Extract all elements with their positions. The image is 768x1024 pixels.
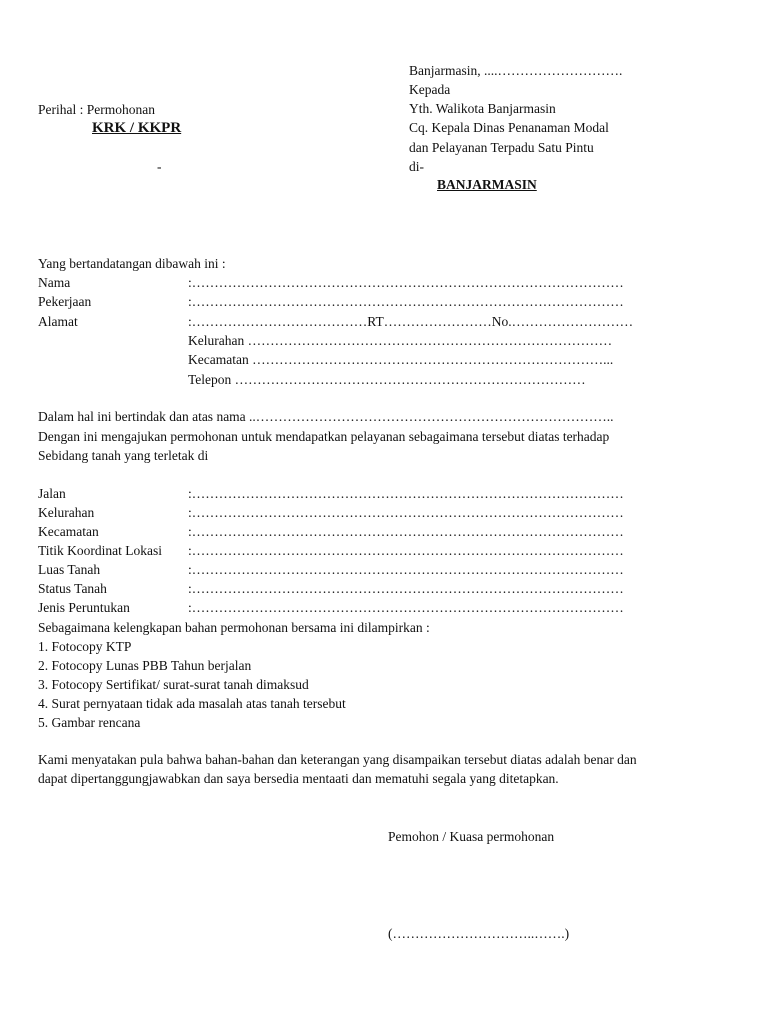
land-value-kelurahan: :…………………………………………………………………………………… <box>188 505 624 520</box>
kepada-label: Kepada <box>409 82 451 97</box>
address-kecamatan: Kecamatan ……………………………………………………………………... <box>188 352 614 367</box>
place-date: Banjarmasin, ....………………………. <box>409 63 623 78</box>
field-value-nama: :…………………………………………………………………………………… <box>188 275 624 290</box>
land-value-jalan: :…………………………………………………………………………………… <box>188 486 624 501</box>
land-value-koordinat: :…………………………………………………………………………………… <box>188 543 624 558</box>
land-value-kecamatan: :…………………………………………………………………………………… <box>188 524 624 539</box>
statement-line: dapat dipertanggungjawabkan dan saya bersedia mentaati dan mematuhi segala yang ditetapkan. <box>38 771 559 786</box>
land-label-status: Status Tanah <box>38 581 107 596</box>
addressee-line: di- <box>409 159 424 174</box>
field-value-alamat: :…………………………………RT……………………No.……………………… <box>188 314 634 329</box>
address-telepon: Telepon …………………………………………………………………… <box>188 372 586 387</box>
field-label-nama: Nama <box>38 275 71 290</box>
land-label-kelurahan: Kelurahan <box>38 505 95 520</box>
field-value-pekerjaan: :…………………………………………………………………………………… <box>188 294 624 309</box>
addressee-line: dan Pelayanan Terpadu Satu Pintu <box>409 140 594 155</box>
perihal-title: KRK / KKPR <box>92 120 182 136</box>
acting-line: Dalam hal ini bertindak dan atas nama ..…………………………………………………………………….. <box>38 409 614 424</box>
land-label-kecamatan: Kecamatan <box>38 524 99 539</box>
addressee-line: Cq. Kepala Dinas Penanaman Modal <box>409 120 609 135</box>
field-label-pekerjaan: Pekerjaan <box>38 294 92 309</box>
land-label-luas: Luas Tanah <box>38 562 101 577</box>
land-value-peruntukan: :…………………………………………………………………………………… <box>188 600 624 615</box>
attachment-item: 4. Surat pernyataan tidak ada masalah atas tanah tersebut <box>38 696 346 711</box>
attachment-item: 3. Fotocopy Sertifikat/ surat-surat tanah dimaksud <box>38 677 309 692</box>
land-value-luas: :…………………………………………………………………………………… <box>188 562 624 577</box>
land-value-status: :…………………………………………………………………………………… <box>188 581 624 596</box>
land-label-jalan: Jalan <box>38 486 66 501</box>
land-label-peruntukan: Jenis Peruntukan <box>38 600 130 615</box>
dash-mark: - <box>157 159 162 174</box>
attachments-intro: Sebagaimana kelengkapan bahan permohonan bersama ini dilampirkan : <box>38 620 430 635</box>
signature-role: Pemohon / Kuasa permohonan <box>388 829 555 844</box>
addressee-line: Yth. Walikota Banjarmasin <box>409 101 556 116</box>
statement-line: Kami menyatakan pula bahwa bahan-bahan dan keterangan yang disampaikan tersebut diatas adalah benar dan <box>38 752 637 767</box>
applicant-intro: Yang bertandatangan dibawah ini : <box>38 256 226 271</box>
signature-name-placeholder: (…………………………..…….) <box>388 926 570 941</box>
address-kelurahan: Kelurahan ……………………………………………………………………… <box>188 333 613 348</box>
addressee-city: BANJARMASIN <box>437 177 537 192</box>
request-line: Sebidang tanah yang terletak di <box>38 448 209 463</box>
land-label-koordinat: Titik Koordinat Lokasi <box>38 543 163 558</box>
request-line: Dengan ini mengajukan permohonan untuk mendapatkan pelayanan sebagaimana tersebut diatas terhadap <box>38 429 610 444</box>
attachment-item: 2. Fotocopy Lunas PBB Tahun berjalan <box>38 658 252 673</box>
attachment-item: 5. Gambar rencana <box>38 715 141 730</box>
field-label-alamat: Alamat <box>38 314 78 329</box>
perihal-label: Perihal : Permohonan <box>38 102 155 117</box>
attachment-item: 1. Fotocopy KTP <box>38 639 132 654</box>
